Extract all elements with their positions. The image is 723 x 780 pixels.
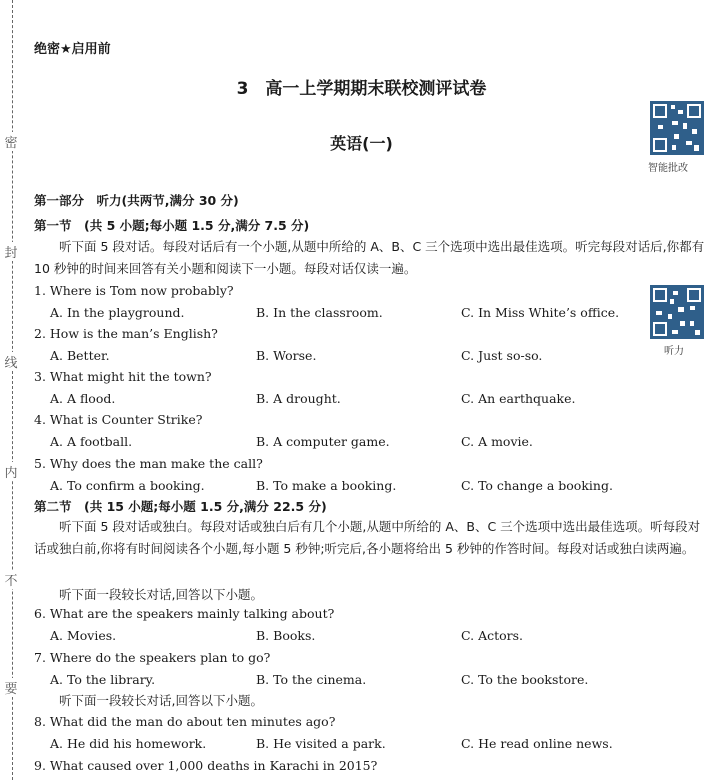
section-heading: 第二节 (共 15 小题;每小题 1.5 分,满分 22.5 分) — [34, 499, 327, 514]
section-instructions: 听下面 5 段对话或独白。每段对话或独白后有几个小题,从题中所给的 A、B、C 三个选项中选出最佳选项。听每段对话或独白前,你将有时间阅读各个小题,每小题 5 秒钟;听完后,各小题将给出 5 秒钟的作答时间。每段对话或独白读两遍。 — [34, 519, 701, 556]
answer-option: C. To the bookstore. — [461, 672, 589, 687]
margin-char: 封 — [3, 242, 19, 261]
question-stem: 9. What caused over 1,000 deaths in Karachi in 2015? — [34, 758, 378, 773]
grading-qr-label: 智能批改 — [648, 163, 688, 174]
answer-option: A. A football. — [50, 434, 133, 449]
answer-option: A. He did his homework. — [50, 736, 207, 751]
answer-option: C. To change a booking. — [461, 478, 613, 493]
question-stem: 3. What might hit the town? — [34, 369, 212, 384]
margin-char: 内 — [3, 462, 19, 481]
question-stem: 2. How is the man’s English? — [34, 326, 218, 341]
question-stem: 6. What are the speakers mainly talking about? — [34, 606, 335, 621]
question-stem: 7. Where do the speakers plan to go? — [34, 650, 271, 665]
section-heading: 第一节 (共 5 小题;每小题 1.5 分,满分 7.5 分) — [34, 218, 310, 233]
subject-title: 英语(一) — [330, 134, 393, 153]
question-stem: 8. What did the man do about ten minutes ago? — [34, 714, 336, 729]
page-title: 3 高一上学期期末联校测评试卷 — [236, 79, 487, 99]
listening-qr-icon[interactable] — [650, 285, 704, 339]
answer-option: C. A movie. — [461, 434, 533, 449]
answer-option: A. Movies. — [50, 628, 117, 643]
part-heading: 第一部分 听力(共两节,满分 30 分) — [34, 193, 239, 208]
question-stem: 4. What is Counter Strike? — [34, 412, 203, 427]
answer-option: B. To make a booking. — [256, 478, 397, 493]
answer-option: A. To confirm a booking. — [50, 478, 205, 493]
question-stem: 1. Where is Tom now probably? — [34, 283, 234, 298]
margin-char: 密 — [3, 132, 19, 151]
margin-char: 线 — [3, 352, 19, 371]
answer-option: C. Actors. — [461, 628, 524, 643]
listening-qr-label: 听力 — [664, 346, 684, 357]
answer-option: B. To the cinema. — [256, 672, 367, 687]
grading-qr-icon[interactable] — [650, 101, 704, 155]
answer-option: A. In the playground. — [50, 305, 185, 320]
answer-option: B. Worse. — [256, 348, 317, 363]
answer-option: C. He read online news. — [461, 736, 613, 751]
binding-line — [12, 0, 13, 780]
answer-option: B. He visited a park. — [256, 736, 386, 751]
margin-char: 不 — [3, 570, 19, 589]
answer-option: B. In the classroom. — [256, 305, 383, 320]
section-instructions: 听下面 5 段对话。每段对话后有一个小题,从题中所给的 A、B、C 三个选项中选出最佳选项。听完每段对话后,你都有 10 秒钟的时间来回答有关小题和阅读下一小题。每段对话仅读一遍。 — [34, 239, 705, 276]
dialogue-note: 听下面一段较长对话,回答以下小题。 — [59, 693, 263, 708]
answer-option: A. Better. — [50, 348, 110, 363]
confidential-label: 绝密★启用前 — [34, 42, 111, 57]
dialogue-note: 听下面一段较长对话,回答以下小题。 — [59, 587, 263, 602]
question-stem: 5. Why does the man make the call? — [34, 456, 263, 471]
answer-option: A. A flood. — [50, 391, 116, 406]
answer-option: B. A drought. — [256, 391, 341, 406]
answer-option: C. In Miss White’s office. — [461, 305, 620, 320]
answer-option: B. Books. — [256, 628, 316, 643]
answer-option: C. Just so-so. — [461, 348, 543, 363]
margin-char: 要 — [3, 678, 19, 697]
answer-option: B. A computer game. — [256, 434, 390, 449]
answer-option: A. To the library. — [50, 672, 156, 687]
answer-option: C. An earthquake. — [461, 391, 576, 406]
